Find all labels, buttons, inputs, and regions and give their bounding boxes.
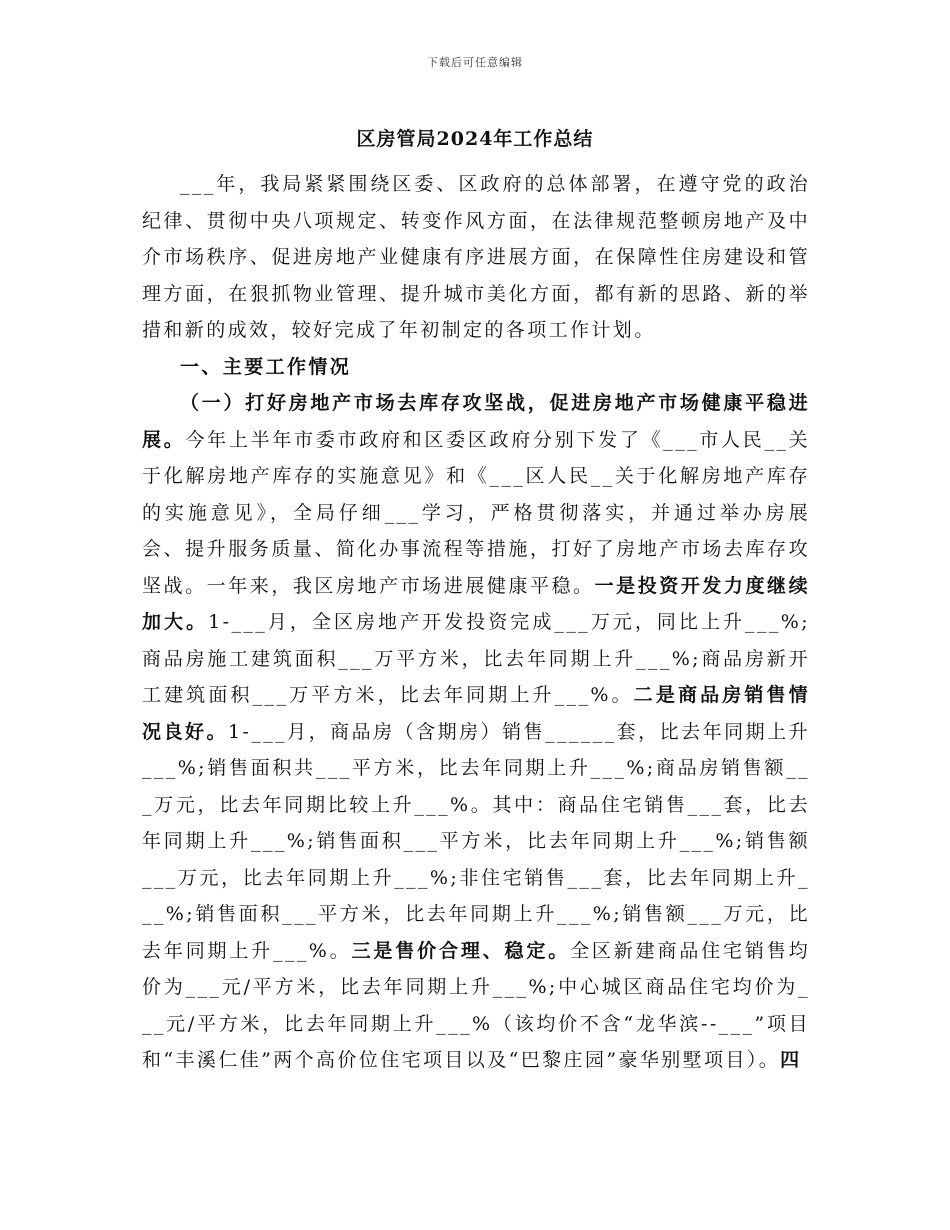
point-2-text: 1-___月，商品房（含期房）销售______套，比去年同期上升___%;销售面积共___平方米，比去年同期上升___%;商品房销售额___万元，比去年同期比较上升___%。其中：商品住宅销售___套，比去年同期上升___%;销售面积___平方米，比去年同期上升___%;销售额___万元，比去年同期上升___%;非住宅销售___套，比去年同期上升___%;销售面积___平方米，比去年同期上升___%;销售额___万元，比去年同期上升___%。	[142, 720, 810, 962]
point-2-label: 二是商品房销售情况良好。	[142, 684, 811, 743]
point-3-label: 三是售价合理、稳定。	[351, 939, 571, 962]
header-note: 下载后可任意编辑	[427, 56, 523, 69]
point-1-label: 一是投资开发力度继续加大。	[142, 574, 810, 633]
section-heading-main-work: 一、主要工作情况	[180, 355, 352, 378]
intro-text: ___年，我局紧紧围绕区委、区政府的总体部署，在遵守党的政治纪律、贯彻中央八项规定、转变作风方面，在法律规范整顿房地产及中介市场秩序、促进房地产业健康有序进展方面，在保障性住房建设和管理方面，在狠抓物业管理、提升城市美化方面，都有新的思路、新的举措和新的成效，较好完成了年初制定的各项工作计划。	[142, 173, 810, 341]
subsection-1-paragraph	[142, 385, 810, 1079]
subsection-1-text: 今年上半年市委市政府和区委区政府分别下发了《___市人民__关于化解房地产库存的实施意见》和《___区人民__关于化解房地产库存的实施意见》，全局仔细___学习，严格贯彻落实，并通过举办房展会、提升服务质量、简化办事流程等措施，打好了房地产市场去库存攻坚战。一年来，我区房地产市场进展健康平稳。	[142, 428, 810, 597]
subsection-1-heading: （一）打好房地产市场去库存攻坚战，促进房地产市场健康平稳进展。	[142, 392, 810, 451]
intro-paragraph	[142, 166, 810, 349]
point-3-text: 全区新建商品住宅销售均价为___元/平方米，比去年同期上升___%;中心城区商品住宅均价为___元/平方米，比去年同期上升___%（该均价不含“龙华滨--___”项目和“丰溪仁佳”两个高价位住宅项目以及“巴黎庄园”豪华别墅项目）。	[142, 939, 810, 1071]
document-body	[142, 166, 810, 1079]
document-title: 区房管局2024年工作总结	[356, 128, 594, 150]
point-4-label-start: 四	[780, 1049, 802, 1071]
point-1-text: 1-___月，全区房地产开发投资完成___万元，同比上升___%;商品房施工建筑面积___万平方米，比去年同期上升___%;商品房新开工建筑面积___万平方米，比去年同期上升___%。	[142, 611, 810, 706]
